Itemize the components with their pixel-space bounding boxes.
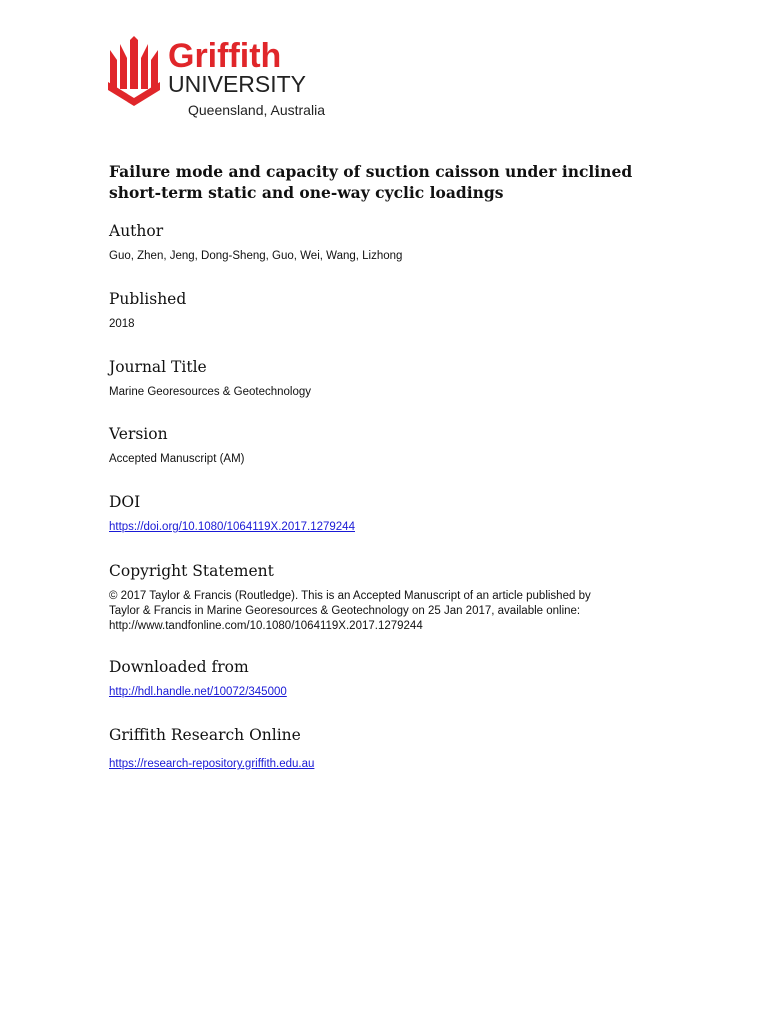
journal-value: Marine Georesources & Geotechnology [109, 386, 311, 398]
paper-title-line-2: short-term static and one-way cyclic loadings [109, 183, 504, 202]
logo-location: Queensland, Australia [188, 102, 325, 118]
research-online-heading: Griffith Research Online [109, 726, 301, 744]
research-online-section [109, 725, 689, 772]
doi-link[interactable]: https://doi.org/10.1080/1064119X.2017.1279244 [109, 521, 355, 533]
griffith-emblem-icon [108, 36, 160, 106]
version-heading: Version [109, 425, 168, 443]
published-value: 2018 [109, 318, 135, 330]
copyright-line-1: © 2017 Taylor & Francis (Routledge). This is an Accepted Manuscript of an article published by [109, 590, 591, 602]
author-section [109, 221, 689, 264]
handle-link[interactable]: http://hdl.handle.net/10072/345000 [109, 686, 287, 698]
published-heading: Published [109, 290, 187, 308]
copyright-section [109, 561, 689, 634]
copyright-heading: Copyright Statement [109, 562, 274, 580]
copyright-line-2: Taylor & Francis in Marine Georesources & Geotechnology on 25 Jan 2017, available online: [109, 605, 581, 617]
downloaded-heading: Downloaded from [109, 658, 249, 676]
paper-title [109, 161, 669, 203]
copyright-statement [109, 589, 689, 634]
repository-link[interactable]: https://research-repository.griffith.edu.au [109, 758, 315, 770]
author-value: Guo, Zhen, Jeng, Dong-Sheng, Guo, Wei, Wang, Lizhong [109, 250, 403, 262]
copyright-line-3: http://www.tandfonline.com/10.1080/1064119X.2017.1279244 [109, 620, 423, 632]
published-section [109, 289, 689, 332]
author-heading: Author [109, 222, 164, 240]
logo-wordmark: Griffith [168, 37, 282, 75]
downloaded-section [109, 657, 689, 700]
journal-section [109, 357, 689, 400]
journal-heading: Journal Title [109, 358, 207, 376]
version-value: Accepted Manuscript (AM) [109, 453, 245, 465]
griffith-logo-graphic [108, 32, 348, 122]
version-section [109, 424, 689, 467]
griffith-university-logo [108, 32, 348, 122]
logo-subword: UNIVERSITY [168, 71, 307, 97]
doi-section [109, 492, 689, 535]
doi-heading: DOI [109, 493, 141, 511]
paper-title-line-1: Failure mode and capacity of suction caisson under inclined [109, 162, 633, 181]
